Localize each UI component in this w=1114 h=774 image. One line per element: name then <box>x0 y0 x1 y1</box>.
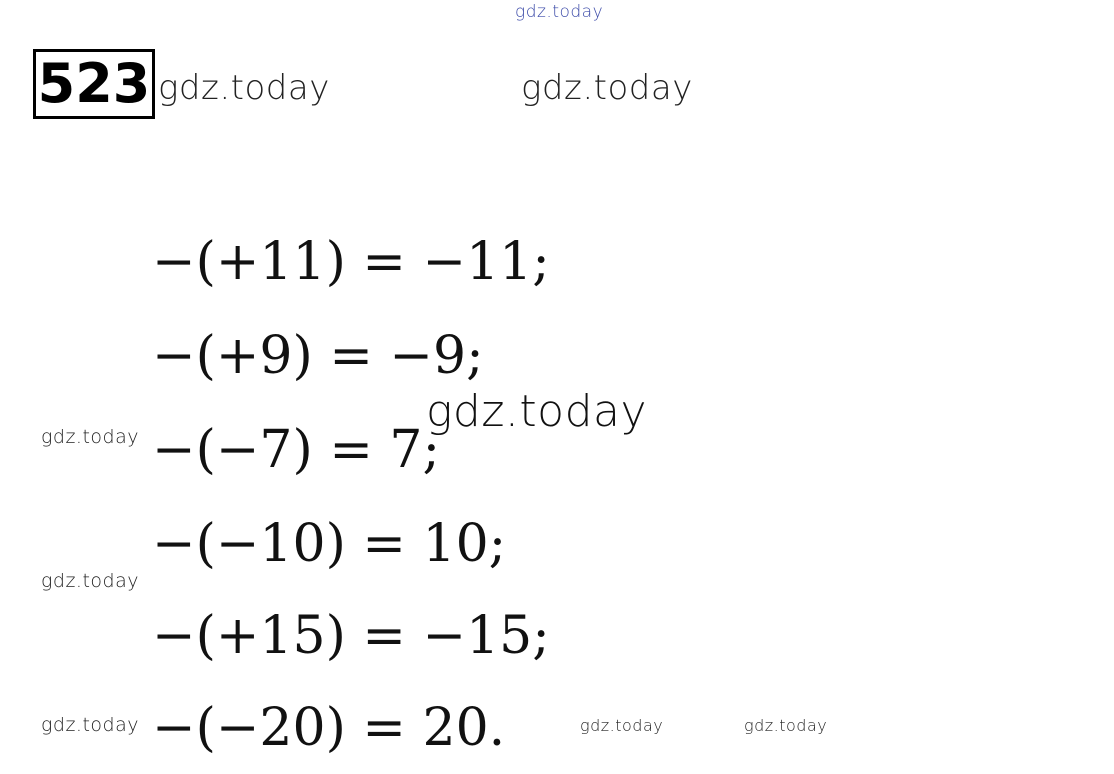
watermark-bottom: gdz.today <box>744 716 828 735</box>
watermark-side: gdz.today <box>41 714 139 736</box>
equation-line: −(−7) = 7; <box>152 420 441 480</box>
equation-line: −(+9) = −9; <box>152 326 484 386</box>
watermark-side: gdz.today <box>41 570 139 592</box>
equation-line: −(−20) = 20. <box>152 698 506 758</box>
problem-number: 523 <box>33 49 155 119</box>
watermark-center: gdz.today <box>426 386 648 437</box>
equation-line: −(+11) = −11; <box>152 232 550 292</box>
watermark-side: gdz.today <box>41 426 139 448</box>
equation-line: −(−10) = 10; <box>152 514 507 574</box>
watermark-header-left: gdz.today <box>158 68 330 108</box>
watermark-top: gdz.today <box>515 2 604 22</box>
watermark-header-right: gdz.today <box>521 68 693 108</box>
watermark-bottom: gdz.today <box>580 716 664 735</box>
equation-line: −(+15) = −15; <box>152 606 550 666</box>
